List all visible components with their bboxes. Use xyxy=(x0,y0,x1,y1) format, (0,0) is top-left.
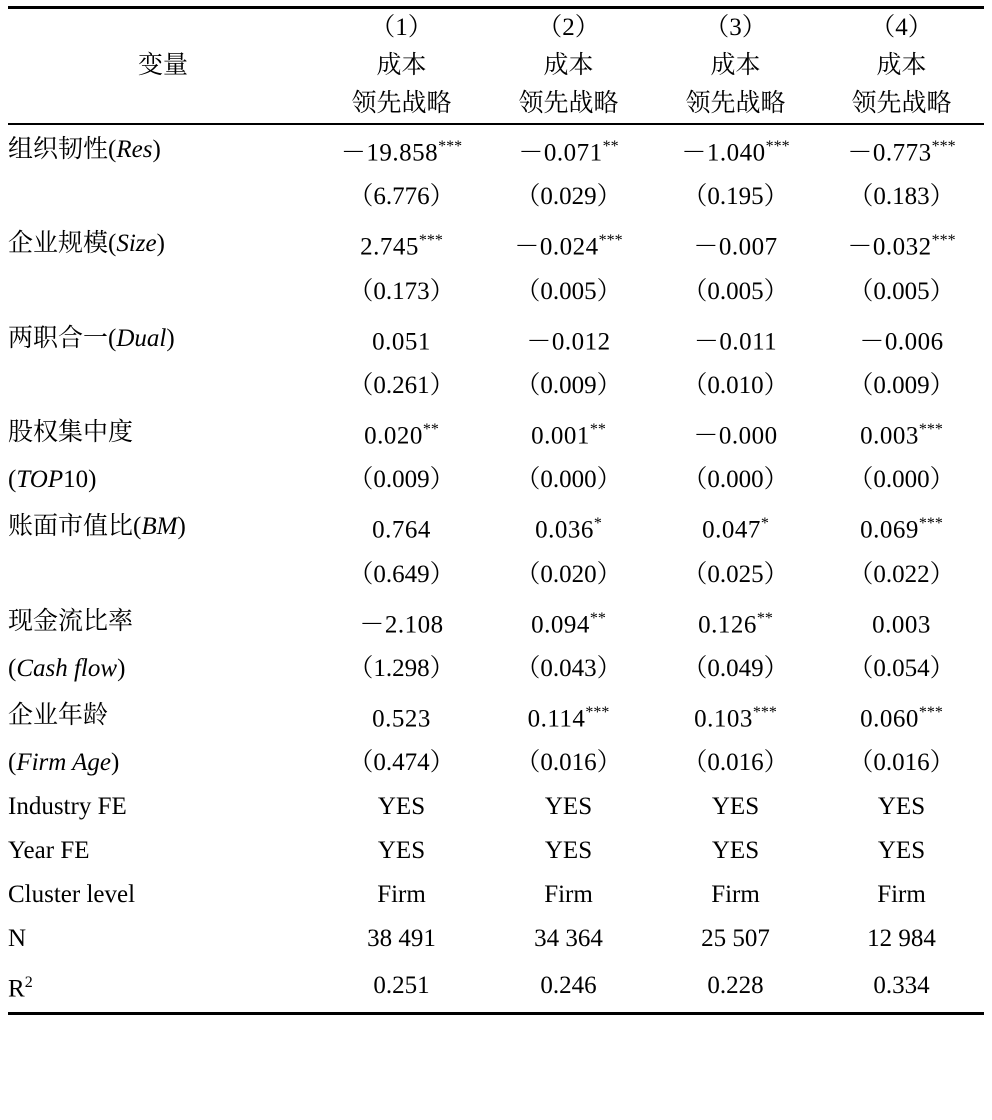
se-bm-4: （0.022） xyxy=(848,560,955,588)
se-top10-2: （0.000） xyxy=(515,466,622,494)
coef-top10-3: －0.000 xyxy=(693,422,778,450)
column-header-1-line2: 领先战略 xyxy=(351,90,452,117)
coef-dual-3: －0.011 xyxy=(693,327,778,355)
coef-bm-1: 0.764 xyxy=(372,516,431,544)
table-row xyxy=(8,597,984,647)
stars: ** xyxy=(589,609,606,627)
se-size-3: （0.005） xyxy=(682,277,789,305)
coef-res-2: －0.071** xyxy=(485,124,652,175)
row-label-res-end: ) xyxy=(152,136,161,164)
se-firmage-4: （0.016） xyxy=(848,749,955,777)
n-1: 38 491 xyxy=(367,925,436,953)
row-label-empty xyxy=(8,175,318,219)
coef-cashflow-2: 0.094** xyxy=(531,609,606,638)
cluster-level-3: Firm xyxy=(711,881,760,909)
se-dual-1: （0.261） xyxy=(348,371,455,399)
se-firmage-2: （0.016） xyxy=(515,749,622,777)
table-row xyxy=(8,408,984,458)
se-top10-1: （0.009） xyxy=(348,466,455,494)
table-row xyxy=(8,124,984,175)
row-label-industry-fe: Industry FE xyxy=(8,793,127,821)
r2-1: 0.251 xyxy=(318,961,485,1013)
coef-bm-2: 0.036* xyxy=(535,515,602,544)
coef-res-4: －0.773*** xyxy=(819,124,984,175)
se-size-1: （0.173） xyxy=(348,277,455,305)
industry-fe-1: YES xyxy=(377,793,426,821)
cluster-level-4: Firm xyxy=(877,881,926,909)
se-cashflow-1: （1.298） xyxy=(348,654,455,682)
stars: *** xyxy=(931,232,956,250)
table-row-se xyxy=(8,741,984,785)
column-header-1-line1: 成本 xyxy=(376,52,427,79)
row-label-r2: $R^2$ xyxy=(8,961,318,1013)
n-2: 34 364 xyxy=(534,925,603,953)
coef-res-1: －19.858*** xyxy=(318,124,485,175)
coef-size-3: －0.007 xyxy=(693,233,778,261)
se-firmage-1: （0.474） xyxy=(348,749,455,777)
table-row xyxy=(8,961,984,1013)
coef-firmage-2: 0.114*** xyxy=(527,703,610,733)
coef-dual-2: －0.012 xyxy=(526,327,611,355)
industry-fe-4: YES xyxy=(877,793,926,821)
coef-top10-1: 0.020** xyxy=(364,420,439,450)
stars: *** xyxy=(918,703,943,721)
column-number-1: （1） xyxy=(318,8,485,48)
table-header-line2-row xyxy=(8,85,984,124)
coef-size-4: －0.032*** xyxy=(847,232,956,261)
stars: *** xyxy=(918,515,943,533)
column-header-3-line2: 领先战略 xyxy=(685,90,786,117)
stars: *** xyxy=(585,703,610,721)
stars: ** xyxy=(756,609,773,627)
header-empty-cell xyxy=(8,8,318,48)
coef-bm-4: 0.069*** xyxy=(860,515,943,544)
stars: ** xyxy=(422,420,439,438)
column-header-3-line1: 成本 xyxy=(710,52,761,79)
table-row xyxy=(8,691,984,741)
cluster-level-1: Firm xyxy=(377,881,426,909)
coef-top10-4: 0.003*** xyxy=(860,420,943,450)
table-row xyxy=(8,873,984,917)
coef-cashflow-3: 0.126** xyxy=(698,609,773,638)
se-firmage-3: （0.016） xyxy=(682,749,789,777)
se-res-1: （6.776） xyxy=(348,183,455,211)
se-size-4: （0.005） xyxy=(848,277,955,305)
table-row-se xyxy=(8,364,984,408)
table-row xyxy=(8,917,984,961)
se-dual-4: （0.009） xyxy=(848,371,955,399)
stars: *** xyxy=(438,138,463,155)
stars: *** xyxy=(765,138,790,155)
se-top10-4: （0.000） xyxy=(848,466,955,494)
coef-dual-1: 0.051 xyxy=(372,327,431,355)
cluster-level-2: Firm xyxy=(544,881,593,909)
se-bm-3: （0.025） xyxy=(682,560,789,588)
header-empty-cell-2 xyxy=(8,85,318,124)
regression-table xyxy=(8,6,984,1015)
coef-firmage-1: 0.523 xyxy=(372,705,431,733)
stars: *** xyxy=(918,420,943,438)
year-fe-4: YES xyxy=(877,837,926,865)
table-row xyxy=(8,829,984,873)
table-row-se xyxy=(8,647,984,691)
table-row-se xyxy=(8,270,984,314)
table-row xyxy=(8,502,984,552)
r2-3: 0.228 xyxy=(652,961,819,1013)
industry-fe-2: YES xyxy=(544,793,593,821)
row-label-empty xyxy=(8,364,318,408)
se-res-2: （0.029） xyxy=(515,183,622,211)
stars: *** xyxy=(598,232,623,250)
stars: ** xyxy=(602,138,619,155)
row-label-year-fe: Year FE xyxy=(8,837,90,865)
stars: ** xyxy=(589,420,606,438)
se-cashflow-2: （0.043） xyxy=(515,654,622,682)
table-header-numbers-row xyxy=(8,8,984,48)
coef-firmage-4: 0.060*** xyxy=(860,703,943,733)
row-label-cluster-level: Cluster level xyxy=(8,881,136,909)
coef-cashflow-1: －2.108 xyxy=(359,610,444,638)
industry-fe-3: YES xyxy=(711,793,760,821)
row-label-firmage: 企业年龄 xyxy=(8,702,109,730)
row-label-top10-second: (TOP10) xyxy=(8,466,97,494)
year-fe-3: YES xyxy=(711,837,760,865)
coef-cashflow-4: 0.003 xyxy=(872,610,931,638)
coef-size-2: －0.024*** xyxy=(514,232,623,261)
table-row-se xyxy=(8,458,984,502)
r2-2: 0.246 xyxy=(485,961,652,1013)
year-fe-2: YES xyxy=(544,837,593,865)
row-label-top10: 股权集中度 xyxy=(8,419,134,447)
table-row-se xyxy=(8,553,984,597)
row-label-cashflow: 现金流比率 xyxy=(8,607,134,635)
stars: *** xyxy=(931,138,956,155)
table-row xyxy=(8,314,984,364)
se-top10-3: （0.000） xyxy=(682,466,789,494)
row-label-res-italic: Res xyxy=(116,136,153,164)
row-label-res xyxy=(8,124,318,175)
table-row xyxy=(8,785,984,829)
table-row xyxy=(8,219,984,269)
row-label-size: 企业规模(Size) xyxy=(8,230,165,258)
n-4: 12 984 xyxy=(867,925,936,953)
coef-size-1: 2.745*** xyxy=(360,232,443,261)
column-header-4-line2: 领先战略 xyxy=(851,90,952,117)
stars: *** xyxy=(752,703,777,721)
row-label-empty xyxy=(8,553,318,597)
coef-dual-4: －0.006 xyxy=(859,327,944,355)
row-label-res-text: 组织韧性( xyxy=(8,136,117,164)
se-cashflow-4: （0.054） xyxy=(848,654,955,682)
row-label-empty xyxy=(8,270,318,314)
se-bm-1: （0.649） xyxy=(348,560,455,588)
column-number-3: （3） xyxy=(652,8,819,48)
row-label-n: N xyxy=(8,925,27,953)
stars: * xyxy=(760,515,769,533)
column-header-2-line2: 领先战略 xyxy=(518,90,619,117)
se-res-4: （0.183） xyxy=(848,183,955,211)
row-label-cashflow-second: (Cash flow) xyxy=(8,654,126,682)
column-header-2-line1: 成本 xyxy=(543,52,594,79)
column-header-4-line1: 成本 xyxy=(876,52,927,79)
n-3: 25 507 xyxy=(701,925,770,953)
table-row-se xyxy=(8,175,984,219)
coef-firmage-3: 0.103*** xyxy=(694,703,777,733)
se-dual-2: （0.009） xyxy=(515,371,622,399)
column-number-4: （4） xyxy=(819,8,984,48)
variable-column-header: 变量 xyxy=(137,52,188,79)
r2-4: 0.334 xyxy=(819,961,984,1013)
row-label-bm: 账面市值比(BM) xyxy=(8,513,186,541)
column-number-2: （2） xyxy=(485,8,652,48)
stars: * xyxy=(593,515,602,533)
coef-bm-3: 0.047* xyxy=(702,515,769,544)
se-cashflow-3: （0.049） xyxy=(682,654,789,682)
table-header-line1-row xyxy=(8,47,984,85)
coef-top10-2: 0.001** xyxy=(531,420,606,450)
se-size-2: （0.005） xyxy=(515,277,622,305)
row-label-firmage-second: (Firm Age) xyxy=(8,749,120,777)
se-dual-3: （0.010） xyxy=(682,371,789,399)
coef-res-3: －1.040*** xyxy=(652,124,819,175)
se-bm-2: （0.020） xyxy=(515,560,622,588)
se-res-3: （0.195） xyxy=(682,183,789,211)
stars: *** xyxy=(418,232,443,250)
row-label-dual: 两职合一(Dual) xyxy=(8,324,175,352)
year-fe-1: YES xyxy=(377,837,426,865)
